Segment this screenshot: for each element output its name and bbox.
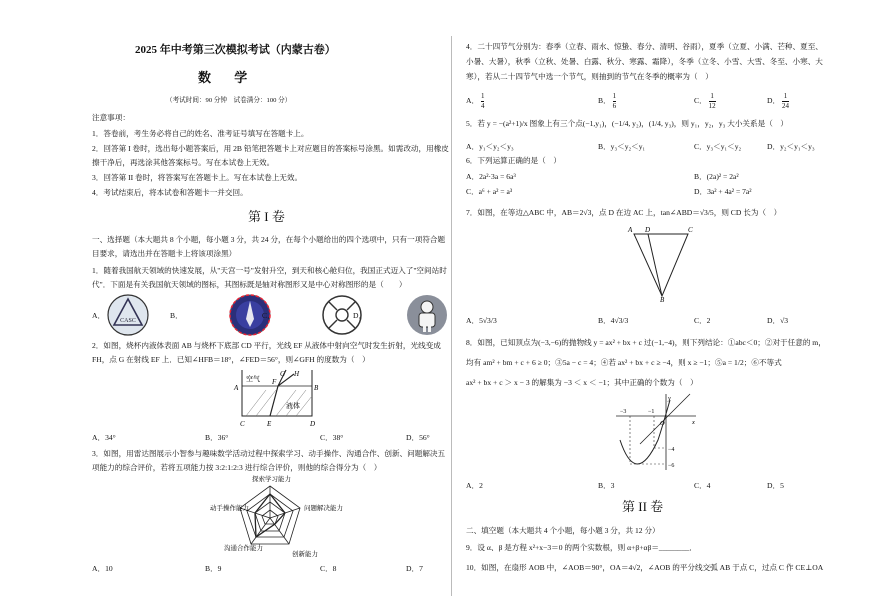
beaker-figure (232, 366, 332, 428)
q3-text-cont: 项能力的综合评价，若将五项能力按 3:2:1:2:3 进行综合评价，则他的综合得分为（ ） (92, 463, 382, 472)
right-column (452, 0, 870, 615)
q2-text: 2．如图，烧杯内液体表面 AB 与烧杯下底部 CD 平行，光线 EF 从液体中射向空气时发生折射，光线变成 (92, 341, 441, 350)
q1-option-c-label: C． (262, 311, 275, 320)
fig-label-c: C (688, 226, 693, 234)
q7-option-c: C．2 (694, 316, 711, 325)
fig-label-d: D (310, 420, 316, 428)
fig-label-y: y (668, 395, 671, 402)
q1-text: 1．随着我国航天领域的快速发展，从"天宫一号"发射升空，到天和核心舱归位，我国正式迈入了"空间站时 (92, 266, 447, 275)
q1-option-b-label: B． (170, 311, 183, 320)
radar-label-communication: 沟通合作能力 (224, 545, 263, 552)
fig-label-x: x (692, 419, 695, 426)
note-item: 2．回答第 I 卷时，选出每小题答案后，用 2B 铅笔把答题卡上对应题目的答案标号涂黑。如需改动，用橡皮 (92, 144, 449, 153)
radar-chart-figure (206, 474, 343, 558)
q8-text-cont2: ax² + bx + c ＞ x − 3 的解集为 −3 ＜ x ＜ −1；其中正确的个数为（ ） (466, 378, 698, 387)
q1-text-cont: 代"．下面是有关我国航天领域的图标，其图标既是轴对称图形又是中心对称图形的是（ ） (92, 280, 407, 289)
q10-text: 10．如图，在扇形 AOB 中，∠AOB＝90°，OA＝4√2，∠AOB 的平分线交弧 AB 于点 C，过点 C 作 CE⊥OA (466, 563, 824, 572)
fig-label-neg1: −1 (648, 409, 655, 415)
q8-option-a: A．2 (466, 481, 483, 490)
q8-text-cont: 均有 am² + bm + c + 6 ≥ 0；③5a − c = 4；④若 ax² + bx + c ≥ −4，则 x ≥ −1；⑤a = 1/2；⑥不等式 (466, 358, 782, 367)
part1-heading: 第 I 卷 (248, 209, 285, 224)
q8-option-d: D．5 (767, 481, 784, 490)
q5-text: 5．若 y = −(a²+1)/x 图象上有三个点(−1,y₁)，(−1/4, y₂)，(1/4, y₃)，则 y₁，y₂，y₃ 大小关系是（ ） (466, 119, 788, 128)
q2-option-a: A．34° (92, 433, 116, 442)
note-item: 1．答卷前，考生务必将自己的姓名、准考证号填写在答题卡上。 (92, 129, 309, 138)
astronaut-icon (405, 293, 449, 337)
q3-option-a: A．10 (92, 564, 113, 573)
q4-text-cont2: 寒），若从二十四节气中选一个节气，则抽到的节气在冬季的概率为（ ） (466, 72, 713, 81)
triangle-figure (622, 224, 702, 302)
q7-option-d: D．√3 (767, 316, 789, 325)
q5-option-a: A．y₁＜y₂＜y₃ (466, 142, 514, 151)
q2-option-b: B．36° (205, 433, 229, 442)
fig-label-e: E (267, 420, 272, 428)
q6-text: 6．下列运算正确的是（ ） (466, 156, 561, 165)
q5-option-b: B．y₃＜y₂＜y₁ (598, 142, 646, 151)
fig-label-neg4: −4 (668, 447, 675, 453)
exam-info: （考试时间：90 分钟 试卷满分：100 分） (166, 97, 292, 104)
radar-label-problem: 问题解决能力 (304, 505, 343, 512)
q5-option-d: D．y₂＜y₁＜y₃ (767, 142, 815, 151)
note-item: 3．回答第 II 卷时，将答案写在答题卡上。写在本试卷上无效。 (92, 173, 303, 182)
q2-text-cont: FH，点 G 在射线 EF 上．已知∠HFB＝18°，∠FED＝56°，则∠GFH 的度数为（ ） (92, 355, 370, 364)
q4-option-d: D． $\frac{1}{24}$ (767, 92, 789, 110)
casc-logo-text: CASC (120, 318, 136, 324)
q8-option-c: C．4 (694, 481, 711, 490)
fig-label-c: C (240, 420, 245, 428)
notes-heading: 注意事项： (92, 113, 130, 122)
exam-subject: 数 学 (198, 70, 258, 85)
q8-option-b: B．3 (598, 481, 615, 490)
q4-option-b: B． $\frac{1}{6}$ (598, 92, 617, 110)
fig-label-neg3: −3 (620, 409, 627, 415)
q7-text: 7．如图，在等边△ABC 中，AB＝2√3，点 D 在边 AC 上，tan∠ABD＝√3/5，则 CD 长为（ ） (466, 208, 782, 217)
q4-option-c: C． $\frac{1}{12}$ (694, 92, 716, 110)
q9-text: 9．设 α、β 是方程 x²+x−3＝0 的两个实数根，则 α+β+αβ＝________． (466, 543, 697, 552)
fig-label-f: F (272, 378, 277, 386)
q3-option-c: C．8 (320, 564, 337, 573)
note-item: 擦干净后，再选涂其他答案标号。写在本试卷上无效。 (92, 158, 275, 167)
q3-option-d: D．7 (406, 564, 423, 573)
fig-label-a: A (234, 384, 239, 392)
q4-option-a: A． $\frac{1}{4}$ (466, 92, 485, 110)
q2-option-d: D．56° (406, 433, 430, 442)
casc-logo-icon (106, 293, 150, 337)
fig-label-b: B (660, 296, 665, 304)
q6-option-a: A．2a²·3a = 6a³ (466, 172, 516, 181)
fig-liquid-label: 液体 (286, 402, 300, 410)
radar-label-hands-on: 动手操作能力 (210, 505, 249, 512)
section1-title-cont: 目要求，请选出并在答题卡上将该项涂黑） (92, 249, 237, 258)
q5-option-c: C．y₃＜y₁＜y₂ (694, 142, 742, 151)
fig-label-h: H (294, 370, 300, 378)
q7-option-a: A．5√3/3 (466, 316, 497, 325)
q3-option-b: B．9 (205, 564, 222, 573)
radar-label-explore: 探索学习能力 (252, 476, 291, 483)
q4-text: 4．二十四节气分别为：春季（立春、雨水、惊蛰、春分、清明、谷雨），夏季（立夏、小满、芒种、夏至、 (466, 42, 823, 51)
q8-text: 8．如图，已知顶点为(−3,−6)的抛物线 y = ax² + bx + c 过(−1,−4)，则下列结论：①abc＜0；②对于任意的 m， (466, 338, 826, 347)
part2-heading: 第 II 卷 (622, 499, 664, 514)
fig-label-a: A (628, 226, 633, 234)
exam-title: 2025 年中考第三次模拟考试（内蒙古卷） (135, 44, 336, 56)
fig-label-neg6: −6 (668, 463, 675, 469)
radar-label-innovation: 创新能力 (292, 551, 318, 558)
q1-option-d-label: D． (353, 311, 367, 320)
q6-option-b: B．(2a)² = 2a² (694, 172, 739, 181)
q1-option-a-label: A． (92, 311, 106, 320)
note-item: 4．考试结束后，将本试卷和答题卡一并交回。 (92, 188, 248, 197)
section1-title: 一、选择题（本大题共 8 个小题，每小题 3 分，共 24 分，在每个小题给出的四个选项中，只有一项符合题 (92, 235, 446, 244)
q6-option-c: C．a⁶ + a² = a³ (466, 187, 513, 196)
fig-label-b: B (314, 384, 319, 392)
fig-label-origin: O (660, 420, 665, 427)
parabola-figure (610, 392, 700, 474)
fig-air-label: 空气 (246, 375, 260, 383)
fig-label-d: D (645, 226, 651, 234)
section2-title: 二、填空题（本大题共 4 个小题，每小题 3 分，共 12 分） (466, 526, 660, 535)
q3-text: 3．如图，用雷达图展示小智参与趣味数学活动过程中探索学习、动手操作、沟通合作、创新、问题解决五 (92, 449, 446, 458)
fig-label-g: G (280, 370, 286, 378)
q6-option-d: D．3a² + 4a² = 7a² (694, 187, 752, 196)
q7-option-b: B．4√3/3 (598, 316, 629, 325)
q2-option-c: C．38° (320, 433, 344, 442)
q4-text-cont: 小暑、大暑），秋季（立秋、处暑、白露、秋分、寒露、霜降），冬季（立冬、小雪、大雪、冬至、小寒、大 (466, 57, 823, 66)
